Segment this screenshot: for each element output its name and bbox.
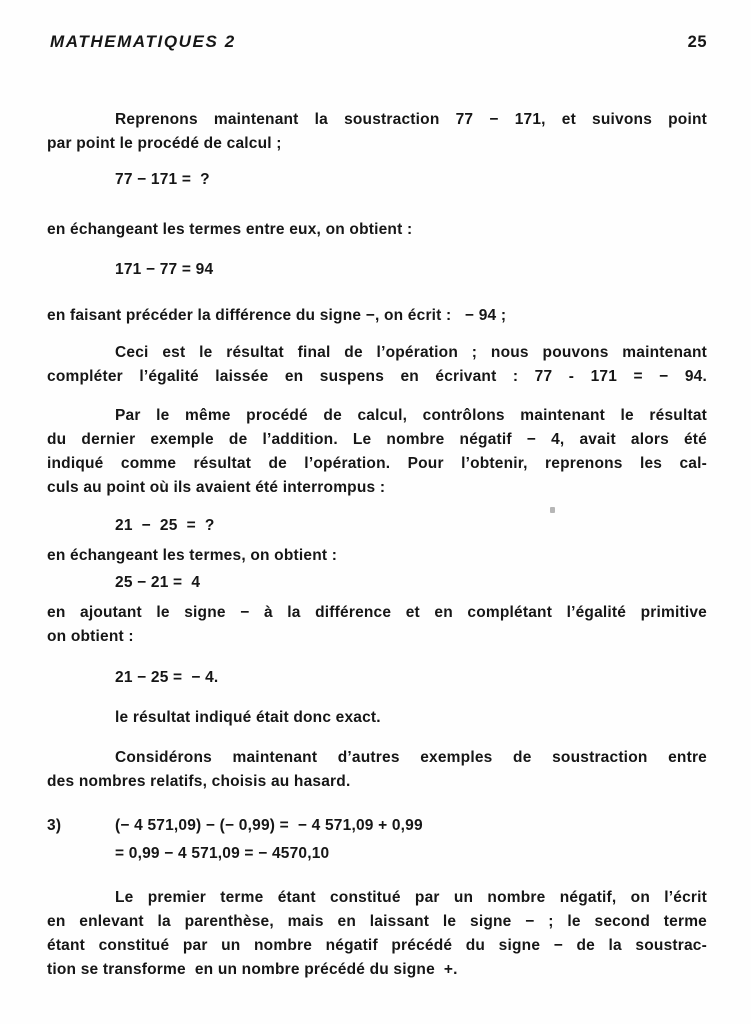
paragraph-line: tion se transforme en un nombre précédé du signe +. [47, 961, 458, 978]
equation-25-21: 25 − 21 = 4 [115, 574, 201, 591]
equation-21-25: 21 − 25 = ? [115, 517, 215, 534]
paragraph-line: en ajoutant le signe − à la différence et en complétant l’égalité primitive [47, 604, 707, 621]
text-precede-sign: en faisant précéder la différence du signe −, on écrit : − 94 ; [47, 307, 507, 324]
text-result-exact: le résultat indiqué était donc exact. [115, 709, 381, 726]
paragraph-line: Reprenons maintenant la soustraction 77 − 171, et suivons point [115, 111, 707, 128]
paragraph-explanation [47, 886, 707, 982]
example-3-label: 3) [47, 817, 62, 834]
paragraph-line: par point le procédé de calcul ; [47, 135, 282, 152]
paragraph-line: en enlevant la parenthèse, mais en laissant le signe − ; le second terme [47, 913, 707, 930]
paragraph-line: étant constitué par un nombre négatif précédé du signe − de la soustrac- [47, 937, 707, 954]
page-number: 25 [687, 33, 707, 51]
text-exchange-terms: en échangeant les termes entre eux, on obtient : [47, 221, 413, 238]
paragraph-line: Considérons maintenant d’autres exemples de soustraction entre [115, 749, 707, 766]
page-header [47, 30, 707, 56]
paragraph-final-result [47, 341, 707, 389]
paragraph-line: Le premier terme étant constitué par un nombre négatif, on l’écrit [115, 889, 707, 906]
doc-title: MATHEMATIQUES 2 [50, 32, 236, 51]
paragraph-line: on obtient : [47, 628, 134, 645]
paragraph-other-examples [47, 746, 707, 794]
paragraph-line: du dernier exemple de l’addition. Le nombre négatif − 4, avait alors été [47, 431, 707, 448]
equation-21-25-result: 21 − 25 = − 4. [115, 669, 219, 686]
example-3-equations [115, 812, 707, 868]
paragraph-line: Par le même procédé de calcul, contrôlons maintenant le résultat [115, 407, 707, 424]
paragraph-line: Ceci est le résultat final de l’opération ; nous pouvons maintenant [115, 344, 707, 361]
paragraph-line: culs au point où ils avaient été interrompus : [47, 479, 386, 496]
paragraph-same-procedure [47, 404, 707, 500]
paragraph-line: des nombres relatifs, choisis au hasard. [47, 773, 351, 790]
equation-77-171: 77 − 171 = ? [115, 171, 210, 188]
paragraph-intro [47, 108, 707, 156]
equation-line: (− 4 571,09) − (− 0,99) = − 4 571,09 + 0,99 [115, 817, 423, 834]
text-exchange-terms-2: en échangeant les termes, on obtient : [47, 547, 338, 564]
paragraph-adding-sign [47, 601, 707, 649]
example-3 [47, 812, 707, 868]
paragraph-line: indiqué comme résultat de l’opération. Pour l’obtenir, reprenons les cal- [47, 455, 707, 472]
paragraph-line: compléter l’égalité laissée en suspens en écrivant : 77 - 171 = − 94. [47, 368, 707, 385]
equation-line: = 0,99 − 4 571,09 = − 4570,10 [115, 845, 330, 862]
equation-171-77: 171 − 77 = 94 [115, 261, 214, 278]
